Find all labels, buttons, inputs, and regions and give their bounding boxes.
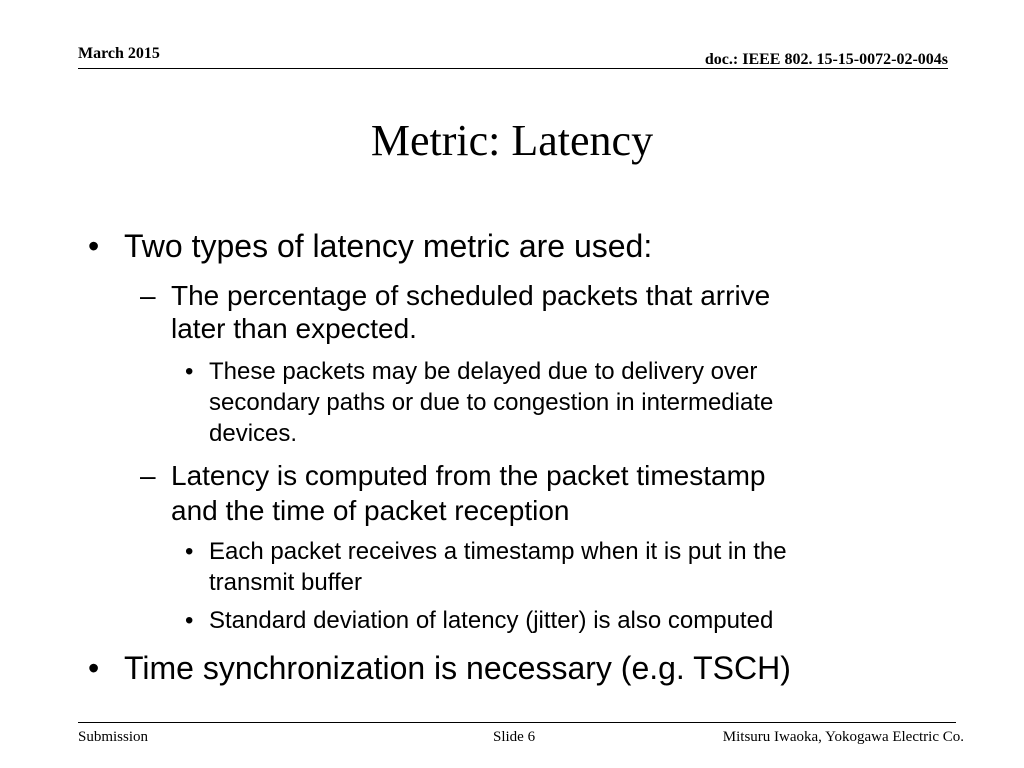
sub-bullet-percentage-line2: later than expected. [171, 313, 417, 344]
header-document-id: doc.: IEEE 802. 15-15-0072-02-004s [704, 51, 948, 68]
footer-submission: Submission [78, 729, 149, 745]
sub-bullet-computation-line1: Latency is computed from the packet timestamp [171, 460, 766, 491]
sub-sub-bullet-delay-line1: These packets may be delayed due to delivery over [209, 358, 758, 385]
sub-sub-bullet-delay-line2: secondary paths or due to congestion in intermediate [209, 389, 774, 416]
sub-sub-bullet-delay-line3: devices. [209, 420, 298, 447]
bullet-marker: • [185, 358, 194, 385]
sub-bullet-percentage-line1: The percentage of scheduled packets that arrive [171, 280, 771, 311]
bullet-marker: • [185, 607, 194, 634]
footer-divider [78, 722, 956, 723]
slide-title: Metric: Latency [370, 116, 654, 165]
bullet-marker: • [88, 650, 100, 686]
bullet-time-synchronization: Time synchronization is necessary (e.g. TSCH) [124, 650, 791, 686]
bullet-marker: • [88, 228, 100, 264]
sub-sub-bullet-jitter: Standard deviation of latency (jitter) is also computed [209, 607, 774, 634]
header-date: March 2015 [78, 45, 160, 62]
bullet-marker: • [185, 538, 194, 565]
bullet-latency-types: Two types of latency metric are used: [124, 228, 653, 264]
footer-slide-number: Slide 6 [493, 729, 536, 745]
sub-bullet-computation-line2: and the time of packet reception [171, 495, 570, 526]
header-divider [78, 68, 948, 69]
dash-marker: – [140, 280, 156, 311]
sub-sub-bullet-timestamp-line1: Each packet receives a timestamp when it is put in the [209, 538, 787, 565]
sub-sub-bullet-timestamp-line2: transmit buffer [209, 569, 362, 596]
dash-marker: – [140, 460, 156, 491]
footer-author: Mitsuru Iwaoka, Yokogawa Electric Co. [722, 729, 964, 745]
